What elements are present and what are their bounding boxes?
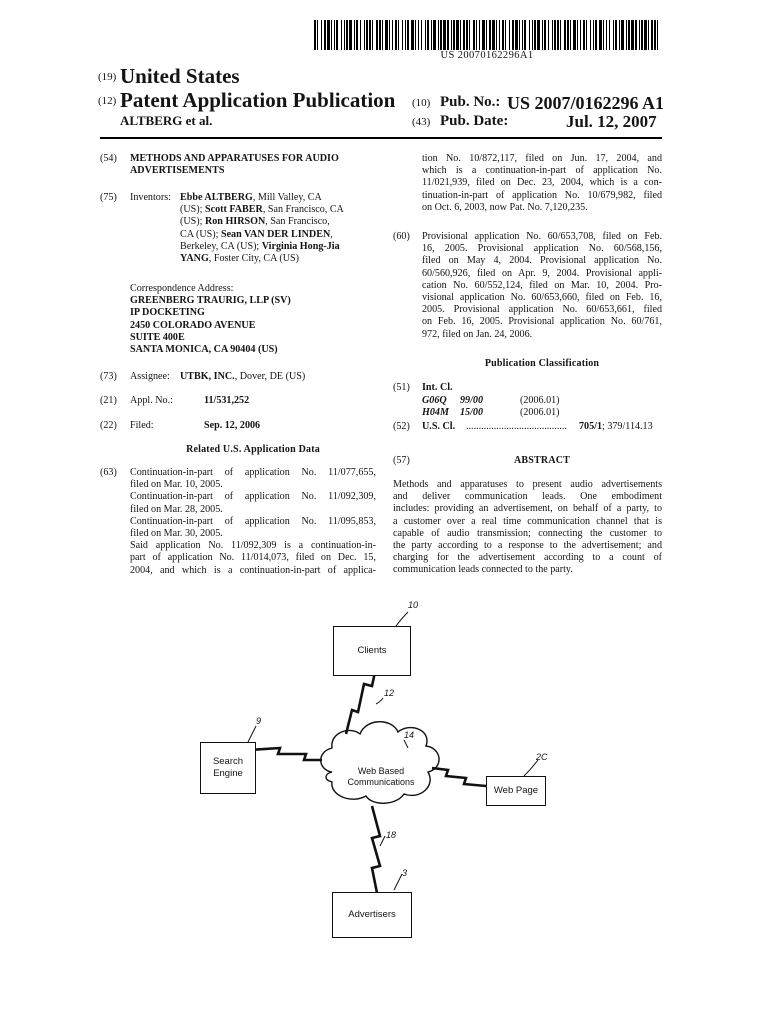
- related-code: (63): [100, 467, 117, 478]
- appl-code: (21): [100, 395, 117, 406]
- invention-title: [130, 153, 375, 177]
- continuation-line: tinuation-in-part of application No. 10/679,982, filed: [422, 189, 662, 201]
- publication-number: US 2007/0162296 A1: [507, 93, 665, 113]
- inventor-line: Ebbe ALTBERG, Mill Valley, CA: [180, 192, 322, 203]
- provisional-line: 2005. Provisional application No. 60/653,661, filed: [422, 304, 662, 316]
- correspondence-label: Correspondence Address:: [130, 283, 234, 294]
- advertisers-box: [332, 892, 412, 938]
- network-ref: 14: [404, 730, 415, 740]
- related-line: Continuation-in-part of application No. 11/077,655,: [130, 467, 376, 478]
- appl-label: Appl. No.:: [130, 395, 173, 406]
- intcl-version: (2006.01): [520, 395, 560, 406]
- title-line: ADVERTISEMENTS: [130, 165, 225, 177]
- intcl-group: 15/00: [460, 407, 483, 418]
- assignee-code: (73): [100, 371, 117, 382]
- title-line: METHODS AND APPARATUSES FOR AUDIO: [130, 153, 339, 164]
- provisional-line: cation No. 60/552,124, filed on Mar. 10, 2004. Pro-: [422, 279, 662, 291]
- related-line: Continuation-in-part of application No. 11/092,309,: [130, 491, 376, 503]
- provisional-line: 16, 2005. Provisional application No. 60/568,156,: [422, 243, 662, 255]
- inventor-line: (US); Scott FABER, San Francisco, CA: [180, 204, 344, 216]
- uscl-value: 705/1; 379/114.13: [579, 421, 653, 432]
- provisional-code: (60): [393, 231, 410, 242]
- intcl-class: G06Q: [422, 395, 447, 406]
- continuation-line: which is a continuation-in-part of application No.: [422, 165, 662, 177]
- abstract-text: [393, 479, 662, 577]
- related-application-text: [130, 467, 376, 577]
- intcl-class: H04M: [422, 407, 449, 418]
- correspondence-line: SANTA MONICA, CA 90404 (US): [130, 344, 278, 356]
- filed-label: Filed:: [130, 420, 154, 431]
- provisional-line: 972, filed on Jan. 24, 2006.: [422, 328, 533, 340]
- uscl-label: U.S. Cl.: [422, 421, 456, 432]
- related-line: filed on Mar. 28, 2005.: [130, 503, 223, 515]
- link-adv-ref: 18: [386, 830, 397, 840]
- pubno-label: Pub. No.:: [440, 94, 501, 110]
- webpage-label: Web Page: [493, 785, 539, 796]
- intcl-row: [422, 395, 560, 407]
- continuation-line: tion No. 10/872,117, filed on Jun. 17, 2004, and: [422, 153, 662, 164]
- correspondence-line: SUITE 400E: [130, 331, 185, 343]
- continuation-text: [422, 153, 662, 214]
- title-code: (54): [100, 153, 117, 164]
- publication-date: Jul. 12, 2007: [566, 112, 657, 131]
- abstract-line: capable of audio transmission; connecting the customer to: [393, 527, 662, 539]
- barcode-gap: [658, 20, 660, 50]
- intcl-label: Int. Cl.: [422, 382, 453, 393]
- provisional-line: on Feb. 16, 2005. Provisional application No. 60/761,: [422, 316, 662, 328]
- search-label-line: Engine: [213, 768, 243, 779]
- assignee-label: Assignee:: [130, 371, 170, 382]
- advertisers-ref: 3: [402, 868, 408, 878]
- filed-date: Sep. 12, 2006: [204, 420, 261, 431]
- inventor-line: (US); Ron HIRSON, San Francisco,: [180, 216, 330, 228]
- correspondence-address: [130, 283, 291, 356]
- abstract-line: a customer over a real time communication channel that is: [393, 515, 662, 527]
- pubdate-label: Pub. Date:: [440, 113, 509, 129]
- search-engine-box: [200, 742, 256, 794]
- network-label-line: Web Based: [357, 766, 405, 776]
- link-network-webpage: [432, 768, 486, 786]
- barcode-caption: US 20070162296A1: [440, 50, 534, 61]
- abstract-heading: ABSTRACT: [513, 455, 571, 466]
- abstract-line: communication leads connected to the party.: [393, 564, 573, 576]
- abstract-line: and deliver communication leads. One embodiment: [393, 491, 662, 503]
- assignee-value: UTBK, INC., Dover, DE (US): [180, 371, 306, 382]
- clients-label: Clients: [357, 645, 387, 656]
- correspondence-line: GREENBERG TRAURIG, LLP (SV): [130, 295, 291, 307]
- related-line: Continuation-in-part of application No. 11/095,853,: [130, 515, 376, 527]
- search-label-line: Search: [212, 756, 244, 767]
- country: United States: [120, 64, 240, 88]
- clients-box: [333, 626, 411, 676]
- continuation-line: on Oct. 6, 2003, now Pat. No. 7,120,235.: [422, 201, 588, 213]
- pubtype-code: (12): [98, 95, 117, 107]
- related-line: 2004, and which is a continuation-in-part of applica-: [130, 564, 376, 576]
- inventors-code: (75): [100, 192, 117, 203]
- uscl-code: (52): [393, 421, 410, 432]
- related-data-heading: Related U.S. Application Data: [186, 444, 320, 455]
- application-number: 11/531,252: [204, 395, 250, 406]
- classification-heading: Publication Classification: [484, 358, 600, 369]
- link-network-advertisers: [372, 806, 380, 898]
- link-search-network: [249, 748, 322, 760]
- continuation-line: 11/021,939, filed on Dec. 23, 2004, which is a con-: [422, 177, 662, 189]
- search-ref: 9: [256, 716, 262, 726]
- barcode: [314, 20, 660, 50]
- correspondence-line: 2450 COLORADO AVENUE: [130, 319, 256, 331]
- inventor-line: ALTBERG et al.: [120, 113, 213, 128]
- country-code: (19): [98, 71, 117, 83]
- webpage-ref: 2C: [536, 752, 548, 762]
- abstract-line: includes: providing an advertisement, on behalf of a party, to: [393, 503, 662, 515]
- header-rule: [100, 137, 662, 139]
- related-line: filed on Mar. 10, 2005.: [130, 479, 223, 491]
- abstract-code: (57): [393, 455, 410, 466]
- pubdate-code: (43): [412, 116, 431, 128]
- system-diagram: [0, 600, 770, 1024]
- inventor-line: YANG, Foster City, CA (US): [180, 253, 299, 265]
- intcl-group: 99/00: [460, 395, 483, 406]
- inventors-label: Inventors:: [130, 192, 171, 203]
- abstract-line: the party according to a response to the advertisement; and: [393, 540, 662, 552]
- pubno-code: (10): [412, 97, 431, 109]
- uscl-dots: ........................................: [466, 421, 567, 432]
- provisional-line: filed on May 4, 2004. Provisional application No.: [422, 255, 662, 267]
- intcl-version: (2006.01): [520, 407, 560, 418]
- abstract-line: Methods and apparatuses to present audio advertisements: [393, 479, 662, 490]
- filed-code: (22): [100, 420, 117, 431]
- inventors-list: [180, 192, 376, 265]
- provisional-line: visional application No. 60/653,660, filed on Feb. 16,: [422, 292, 662, 304]
- network-label-line: Communications: [347, 777, 415, 787]
- provisional-line: 60/560,926, filed on Apr. 9, 2004. Provisional appli-: [422, 267, 662, 279]
- figure-ref: 10: [408, 600, 419, 610]
- related-line: filed on Mar. 30, 2005.: [130, 528, 223, 540]
- correspondence-line: IP DOCKETING: [130, 307, 205, 319]
- inventor-line: Berkeley, CA (US); Virginia Hong-Jia: [180, 240, 340, 252]
- intcl-code: (51): [393, 382, 410, 393]
- intcl-row: [422, 407, 560, 419]
- related-line: Said application No. 11/092,309 is a continuation-in-: [130, 540, 376, 552]
- related-line: part of application No. 11/014,073, filed on Dec. 15,: [130, 552, 376, 564]
- web-page-box: [486, 776, 546, 806]
- inventor-line: CA (US); Sean VAN DER LINDEN,: [180, 228, 333, 240]
- advertisers-label: Advertisers: [348, 909, 396, 920]
- provisional-line: Provisional application No. 60/653,708, filed on Feb.: [422, 231, 662, 242]
- network-label: [338, 760, 424, 794]
- abstract-line: charging for the advertisement according to a count of: [393, 552, 662, 564]
- publication-type: Patent Application Publication: [120, 88, 396, 112]
- provisional-text: [422, 231, 662, 341]
- link-client-ref: 12: [384, 688, 395, 698]
